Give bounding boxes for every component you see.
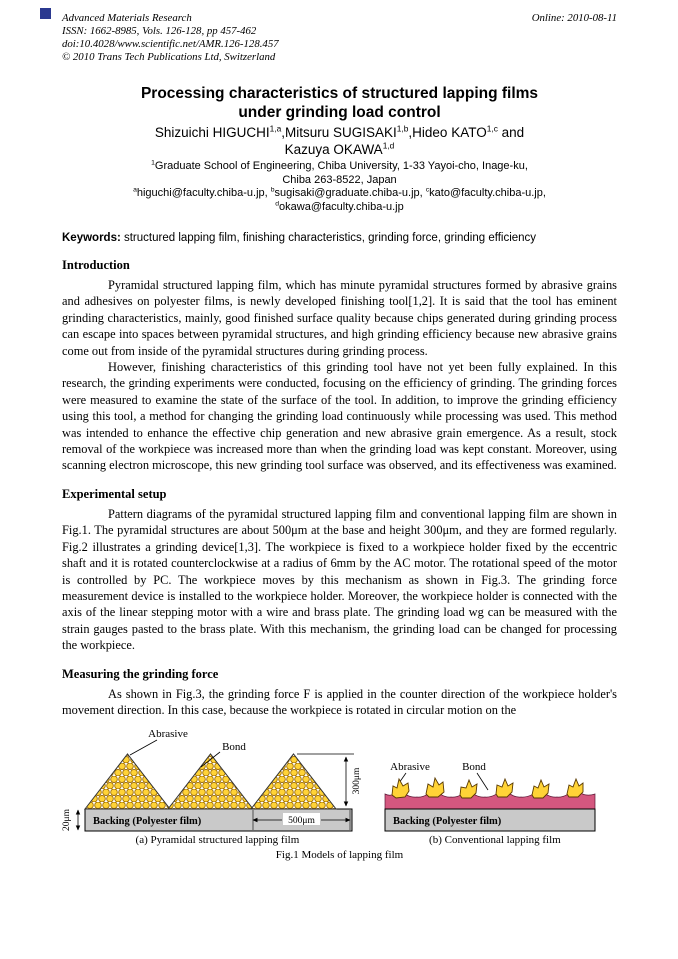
dim-500um-label: 500μm [288,816,315,827]
journal-name: Advanced Materials Research [62,12,192,24]
introduction-paragraph-1: Pyramidal structured lapping film, which has minute pyramidal structures formed by abrasive grains and adhesives on polyester films, is newly developed finishing tool[1,2]. It is said that the tool has eminent grinding characteristics, mainly, good finished surface quality because chips generated during grinding process can escape into spaces between pyramidal structures, and high grinding efficiency because new abrasive grains come out from inside of the pyramidal structures during grinding process. [62,278,617,358]
section-heading-introduction: Introduction [62,258,130,272]
keywords-line [62,231,617,245]
affiliation-line2: Chiba 263-8522, Japan [282,173,397,186]
keywords-text: structured lapping film, finishing characteristics, grinding force, grinding efficiency [120,232,537,244]
keywords-label: Keywords: [62,232,121,244]
email-b-sup: b [270,186,275,194]
paper-title-line1: Processing characteristics of structured lapping films [140,85,539,102]
subfigure-a-caption: (a) Pyramidal structured lapping film [135,834,300,847]
experimental-setup-paragraph: Pattern diagrams of the pyramidal structured lapping film and conventional lapping film are shown in Fig.1. The pyramidal structures are about 500μm at the base and height 300μm, and they are formed regularly. Fig.2 illustrates a grinding device[1,3]. The workpiece is fixed to a workpiece holder fixed by the eccentric shaft and it is rotated counterclockwise at a radius of 6mm by the AC motor. The rotational speed of the motor is controlled by PC. The workpiece moves by this mechanism as shown in Fig.3. The grinding force measurement device is installed to the workpiece holder. Moreover, the workpiece holder is connected with the axis of the linear stepping motor with a wire and brass plate. The grinding load wg can be measured with the strain gauges pasted to the brass plate. With this mechanism, the grinding load can be changed for processing the workpiece. [62,506,617,653]
paper-title [62,84,617,122]
email-d-sup: d [275,199,280,207]
affiliation-sup: 1 [151,159,155,167]
abrasive-label-b: Abrasive [390,761,430,774]
subfigure-a [62,728,362,831]
abrasive-blob [426,778,444,797]
email-c-sup: c [425,186,430,194]
paper-title-line2: under grinding load control [238,104,441,121]
author-emails [62,187,617,214]
dim-300um-label: 300μm [352,767,362,795]
author-2: Mitsuru SUGISAKI [285,125,397,140]
email-a-sup: a [133,186,137,194]
author-2-sup: 1,b [396,123,409,134]
pyramid-structures [85,754,336,809]
online-date: Online: 2010-08-11 [531,12,617,24]
section-heading-experimental-setup: Experimental setup [62,486,167,501]
pyramid-3 [251,754,336,809]
dim-20um-label: 20μm [62,809,72,832]
journal-header [62,12,617,64]
figure1-caption: Fig.1 Models of lapping film [275,849,404,862]
abrasive-blob [567,779,583,797]
author-3: Hideo KATO [412,125,487,140]
introduction-paragraph-2: However, finishing characteristics of this grinding tool have not yet been fully explained. In this research, the grinding experiments were conducted, focusing on the efficiency of grinding. The grinding forces were measured to examine the state of the surface of the tool. In addition, to improve the grinding efficiency using this tool, a method for changing the grinding load continuously while processing was used. This method was intended to enhance the effective chip generation and new abrasive grain emergence. As a result, stock removal of the workpiece was increased more than when the grinding load was kept constant. Moreover, using scanning electron microscope, this new grinding tool surface was observed, and its effectiveness was examined. [62,360,617,473]
figure1 [62,724,617,862]
pyramid-1 [85,754,170,809]
email-a: higuchi@faculty.chiba-u.jp, [136,187,271,199]
subfigure-b [385,761,595,831]
backing-a-label: Backing (Polyester film) [93,816,202,828]
bond-layer [385,788,595,809]
email-b: sugisaki@graduate.chiba-u.jp, [274,187,426,199]
bond-label-b: Bond [462,761,486,774]
bond-label-a: Bond [222,741,246,754]
email-c: kato@faculty.chiba-u.jp, [429,187,546,199]
author-4: Kazuya OKAWA [284,142,383,157]
author-3-sup: 1,c [486,123,498,134]
affiliation-line1: Graduate School of Engineering, Chiba University, 1-33 Yayoi-cho, Inage-ku, [154,160,528,172]
pyramid-2 [168,754,253,809]
author-sep-2: , [408,125,413,140]
author-1-sup: 1,a [269,123,282,134]
figure1-diagram [62,724,616,834]
subfigure-b-caption: (b) Conventional lapping film [429,834,561,847]
copyright-line: © 2010 Trans Tech Publications Ltd, Switzerland [62,51,276,63]
email-d: okawa@faculty.chiba-u.jp [279,200,404,213]
journal-header-left [62,12,279,64]
author-1: Shizuichi HIGUCHI [154,125,270,140]
abrasive-blobs [392,778,583,798]
author-sep-1: , [281,125,285,140]
corner-marker [40,8,51,19]
section-heading-measuring-force: Measuring the grinding force [62,666,219,681]
author-and: and [497,125,525,140]
doi-line: doi:10.4028/www.scientific.net/AMR.126-128.457 [62,38,279,50]
author-4-sup: 1,d [382,140,395,151]
abrasive-leader-line-a [130,740,157,755]
issn-line: ISSN: 1662-8985, Vols. 126-128, pp 457-462 [62,25,257,37]
measuring-force-paragraph: As shown in Fig.3, the grinding force F is applied in the counter direction of the workpiece holder's movement direction. In this case, because the workpiece is rotated in circular motion on the [62,686,617,717]
authors-line [62,124,617,158]
bond-leader-line-b [477,773,488,790]
subfigure-captions [62,834,617,847]
abrasive-label-a: Abrasive [148,728,188,741]
backing-b-label: Backing (Polyester film) [393,816,502,828]
affiliation [62,160,617,187]
abrasive-blob [392,779,409,798]
